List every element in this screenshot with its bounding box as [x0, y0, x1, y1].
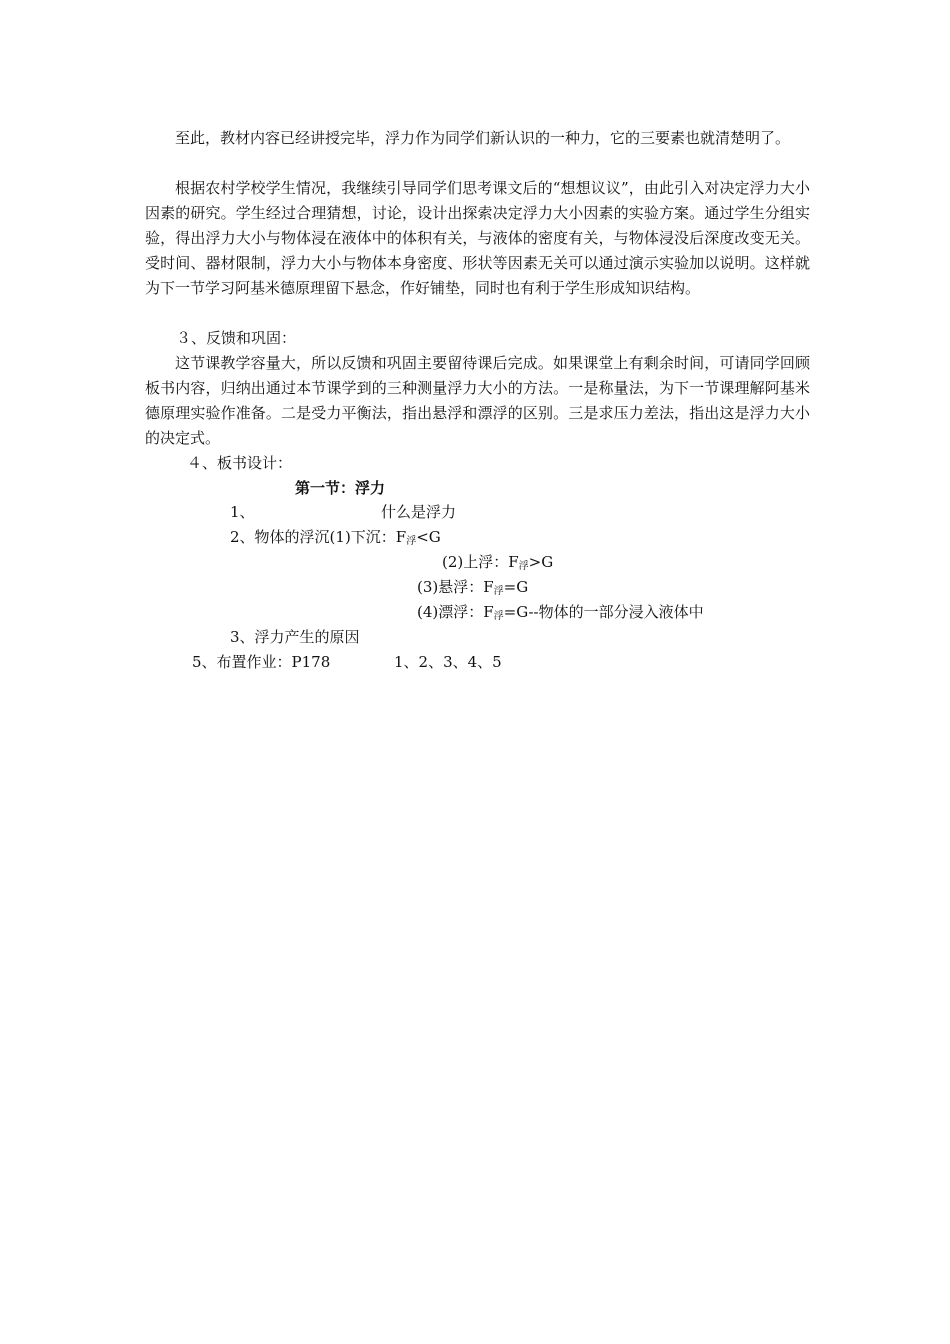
paragraph-research: 根据农村学校学生情况，我继续引导同学们思考课文后的“想想议议”，由此引入对决定浮力大小因素的研究。学生经过合理猜想，讨论，设计出探索决定浮力大小因素的实验方案。通过学生分组实验，得出浮力大小与物体浸在液体中的体积有关，与液体的密度有关，与物体浸没后深度改变无关。受时间、器材限制，浮力大小与物体本身密度、形状等因素无关可以通过演示实验加以说明。这样就为下一节学习阿基米德原理留下悬念，作好铺垫，同时也有利于学生形成知识结构。 [145, 179, 810, 297]
paragraph-conclusion: 至此，教材内容已经讲授完毕，浮力作为同学们新认识的一种力，它的三要素也就清楚明了。 [175, 129, 791, 147]
board-item-2-rise: (2)上浮：$F_浮>G$ [442, 553, 554, 572]
board-item-2-sink: 2、物体的浮沉(1)下沉：$F_浮<G$ [230, 528, 441, 547]
homework-label: 5、布置作业：P178 [192, 653, 331, 671]
section-3-heading: ３、反馈和巩固： [176, 329, 297, 347]
board-item-3: 3、浮力产生的原因 [230, 628, 360, 646]
board-item-2-float: (4)漂浮：$F_浮=G--$物体的一部分浸入液体中 [417, 603, 704, 622]
board-item-1-text: 什么是浮力 [381, 503, 457, 521]
board-item-2-suspend: (3)悬浮：$F_浮=G$ [417, 578, 529, 597]
paragraph-feedback: 这节课教学容量大，所以反馈和巩固主要留待课后完成。如果课堂上有剩余时间，可请同学回顾板书内容，归纳出通过本节课学到的三种测量浮力大小的方法。一是称量法，为下一节课理解阿基米德原理实验作准备。二是受力平衡法，指出悬浮和漂浮的区别。三是求压力差法，指出这是浮力大小的决定式。 [145, 354, 810, 447]
homework-items: 1、2、3、4、5 [394, 653, 502, 671]
board-item-1-number: 1、 [230, 503, 255, 521]
board-title: 第一节：浮力 [295, 479, 386, 497]
section-4-heading: ４、板书设计： [187, 454, 293, 472]
